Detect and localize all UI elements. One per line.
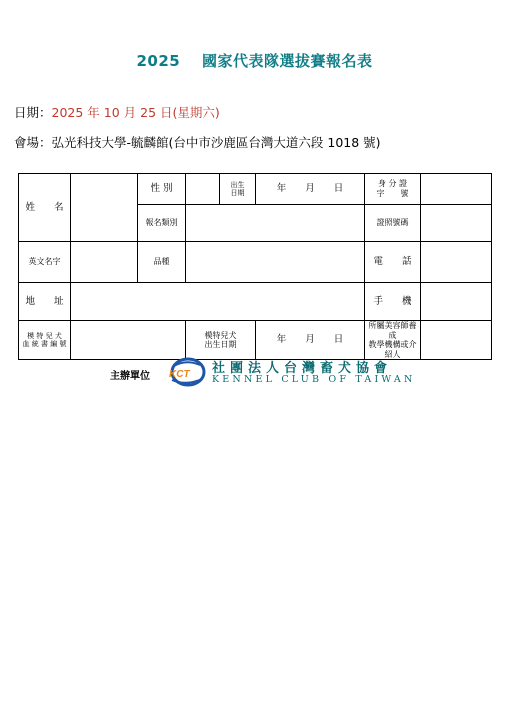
license-number-label: 證照號碼 bbox=[365, 205, 421, 242]
venue-label: 會場： bbox=[14, 135, 52, 150]
organizer-name-zh: 社團法人台灣畜犬協會 bbox=[212, 361, 393, 376]
school-label: 所屬美容師養成 教學機構或介紹人 bbox=[365, 321, 421, 360]
model-dog-pedigree-field[interactable] bbox=[71, 321, 186, 360]
event-date bbox=[14, 103, 220, 121]
id-number-label: 身 分 證 字 號 bbox=[365, 174, 421, 205]
venue-value: 弘光科技大學-毓麟館(台中市沙鹿區台灣大道六段 1018 號) bbox=[51, 135, 381, 150]
mobile-label: 手 機 bbox=[365, 283, 421, 321]
model-dog-pedigree-label: 模 特 兒 犬 血 統 書 編 號 bbox=[19, 321, 71, 360]
mobile-field[interactable] bbox=[421, 283, 492, 321]
logo-text: KCT bbox=[169, 369, 190, 380]
kennel-club-logo-icon bbox=[166, 357, 206, 387]
title-text: 國家代表隊選拔賽報名表 bbox=[201, 52, 373, 70]
id-number-field[interactable] bbox=[421, 174, 492, 205]
license-number-field[interactable] bbox=[421, 205, 492, 242]
english-name-label: 英文名字 bbox=[19, 242, 71, 283]
organizer-label: 主辦單位 bbox=[110, 371, 150, 382]
registration-form bbox=[18, 173, 492, 360]
form-title bbox=[0, 50, 509, 71]
entry-category-label: 報名類別 bbox=[138, 205, 186, 242]
title-year: 2025 bbox=[136, 52, 181, 70]
date-label: 日期： bbox=[14, 105, 52, 120]
birth-date-label: 出生 日期 bbox=[220, 174, 256, 205]
event-venue bbox=[14, 133, 381, 151]
entry-category-field[interactable] bbox=[186, 205, 365, 242]
address-label: 地 址 bbox=[19, 283, 71, 321]
breed-label: 品種 bbox=[138, 242, 186, 283]
model-dog-birth-label: 模特兒犬 出生日期 bbox=[186, 321, 256, 360]
date-value: 2025 年 10 月 25 日(星期六) bbox=[51, 105, 220, 120]
name-label: 姓 名 bbox=[19, 174, 71, 242]
gender-field[interactable] bbox=[186, 174, 220, 205]
birth-date-field[interactable]: 年 月 日 bbox=[256, 174, 365, 205]
model-dog-birth-field[interactable]: 年 月 日 bbox=[256, 321, 365, 360]
breed-field[interactable] bbox=[186, 242, 365, 283]
gender-label: 性 別 bbox=[138, 174, 186, 205]
organizer-footer bbox=[108, 357, 416, 387]
name-field[interactable] bbox=[71, 174, 138, 242]
phone-label: 電 話 bbox=[365, 242, 421, 283]
organizer-name-en: KENNEL CLUB OF TAIWAN bbox=[212, 374, 416, 385]
phone-field[interactable] bbox=[421, 242, 492, 283]
school-field[interactable] bbox=[421, 321, 492, 360]
english-name-field[interactable] bbox=[71, 242, 138, 283]
address-field[interactable] bbox=[71, 283, 365, 321]
